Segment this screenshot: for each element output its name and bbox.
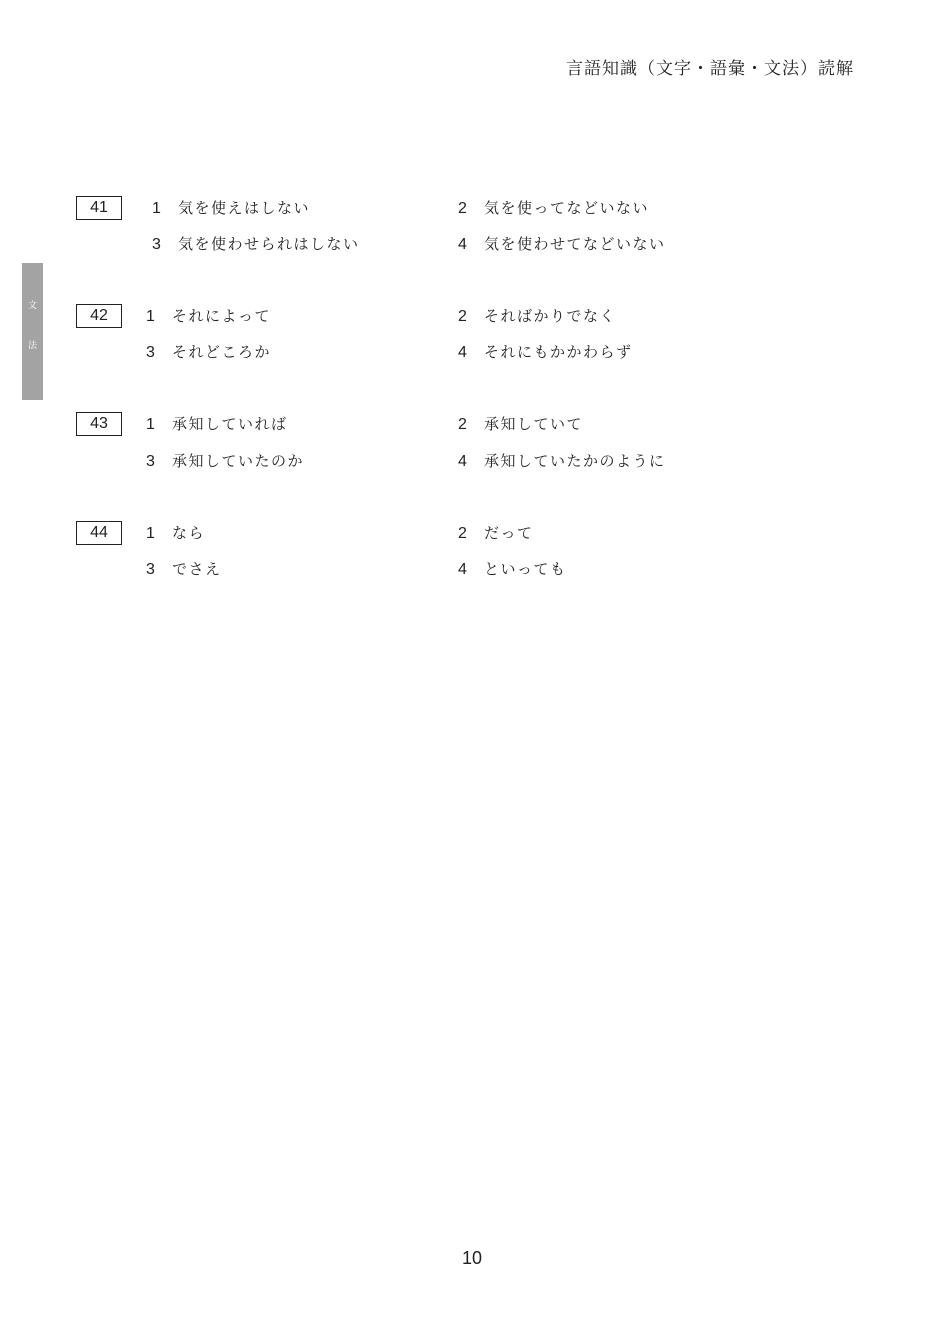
question-43 <box>76 412 856 488</box>
question-number: 41 <box>76 196 122 220</box>
question-41 <box>76 196 856 272</box>
side-tab-char-1: 文 <box>27 301 37 311</box>
side-tab-char-2: 法 <box>27 341 37 351</box>
option-text: でさえ <box>172 560 222 578</box>
option-number: 3 <box>146 561 157 578</box>
question-42 <box>76 304 856 380</box>
option-text: といっても <box>484 560 567 578</box>
option-1[interactable] <box>146 414 288 435</box>
option-text: 承知していたのか <box>172 452 305 470</box>
option-2[interactable] <box>458 414 583 435</box>
option-4[interactable] <box>458 559 567 580</box>
option-4[interactable] <box>458 451 666 472</box>
option-text: 気を使えはしない <box>178 199 311 217</box>
option-number: 4 <box>458 344 469 361</box>
page-number: 10 <box>461 1248 483 1268</box>
option-1[interactable] <box>146 306 271 327</box>
option-number: 2 <box>458 200 469 217</box>
option-1[interactable] <box>146 523 205 544</box>
option-3[interactable] <box>146 451 304 472</box>
option-number: 1 <box>146 416 157 433</box>
option-text: 気を使わせられはしない <box>178 235 360 253</box>
option-2[interactable] <box>458 198 649 219</box>
question-number: 42 <box>76 304 122 328</box>
option-text: それどころか <box>172 343 272 361</box>
option-number: 1 <box>152 200 163 217</box>
question-number: 44 <box>76 521 122 545</box>
option-number: 2 <box>458 416 469 433</box>
option-text: 気を使ってなどいない <box>484 199 650 217</box>
option-text: 承知していたかのように <box>484 452 666 470</box>
option-text: だって <box>484 524 534 542</box>
option-4[interactable] <box>458 342 633 363</box>
option-text: 承知していれば <box>172 415 288 433</box>
option-number: 3 <box>146 453 157 470</box>
option-2[interactable] <box>458 523 534 544</box>
section-side-tab <box>22 263 43 400</box>
option-number: 2 <box>458 525 469 542</box>
option-text: それによって <box>172 307 272 325</box>
question-number: 43 <box>76 412 122 436</box>
option-number: 3 <box>152 236 163 253</box>
option-number: 3 <box>146 344 157 361</box>
option-2[interactable] <box>458 306 616 327</box>
option-number: 4 <box>458 453 469 470</box>
option-number: 1 <box>146 308 157 325</box>
option-text: それにもかかわらず <box>484 343 633 361</box>
option-number: 1 <box>146 525 157 542</box>
option-text: なら <box>172 524 206 542</box>
option-number: 2 <box>458 308 469 325</box>
question-44 <box>76 521 856 597</box>
option-number: 4 <box>458 561 469 578</box>
option-3[interactable] <box>152 234 360 255</box>
option-text: 承知していて <box>484 415 584 433</box>
option-3[interactable] <box>146 342 271 363</box>
page-header-title: 言語知識（文字・語彙・文法）読解 <box>566 59 854 79</box>
option-4[interactable] <box>458 234 666 255</box>
option-1[interactable] <box>152 198 310 219</box>
option-number: 4 <box>458 236 469 253</box>
option-text: そればかりでなく <box>484 307 617 325</box>
option-3[interactable] <box>146 559 222 580</box>
option-text: 気を使わせてなどいない <box>484 235 666 253</box>
